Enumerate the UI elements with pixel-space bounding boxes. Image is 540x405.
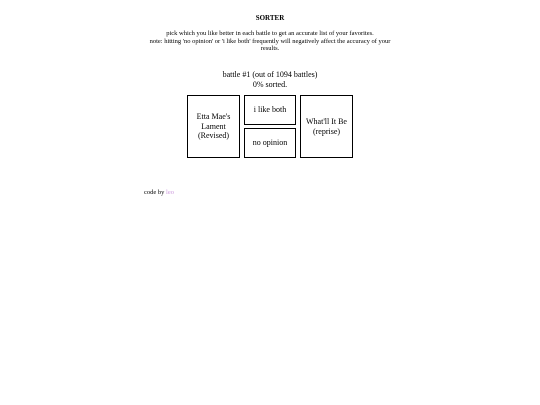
battle-info <box>0 70 540 89</box>
credit-link[interactable]: leo <box>166 189 174 196</box>
like-both-label: i like both <box>253 105 287 115</box>
no-opinion-label: no opinion <box>252 138 288 148</box>
instructions <box>140 30 400 53</box>
credit-prefix: code by <box>144 189 165 196</box>
right-option-label: What'll It Be (reprise) <box>306 117 347 136</box>
credit-footer <box>144 189 174 196</box>
right-option-button[interactable] <box>300 95 353 158</box>
like-both-button[interactable] <box>244 95 296 125</box>
battle-counter: battle #1 (out of 1094 battles) <box>222 70 318 79</box>
left-option-label: Etta Mae's Lament (Revised) <box>196 112 231 141</box>
left-option-button[interactable] <box>187 95 240 158</box>
instructions-line-2: note: hitting 'no opinion' or 'i like both' frequently will negatively affect the accuracy of your results. <box>149 37 391 52</box>
page-title: SORTER <box>255 14 285 22</box>
sort-progress: 0% sorted. <box>252 79 288 89</box>
instructions-line-1: pick which you like better in each battle to get an accurate list of your favorites. <box>166 30 374 37</box>
no-opinion-button[interactable] <box>244 128 296 158</box>
